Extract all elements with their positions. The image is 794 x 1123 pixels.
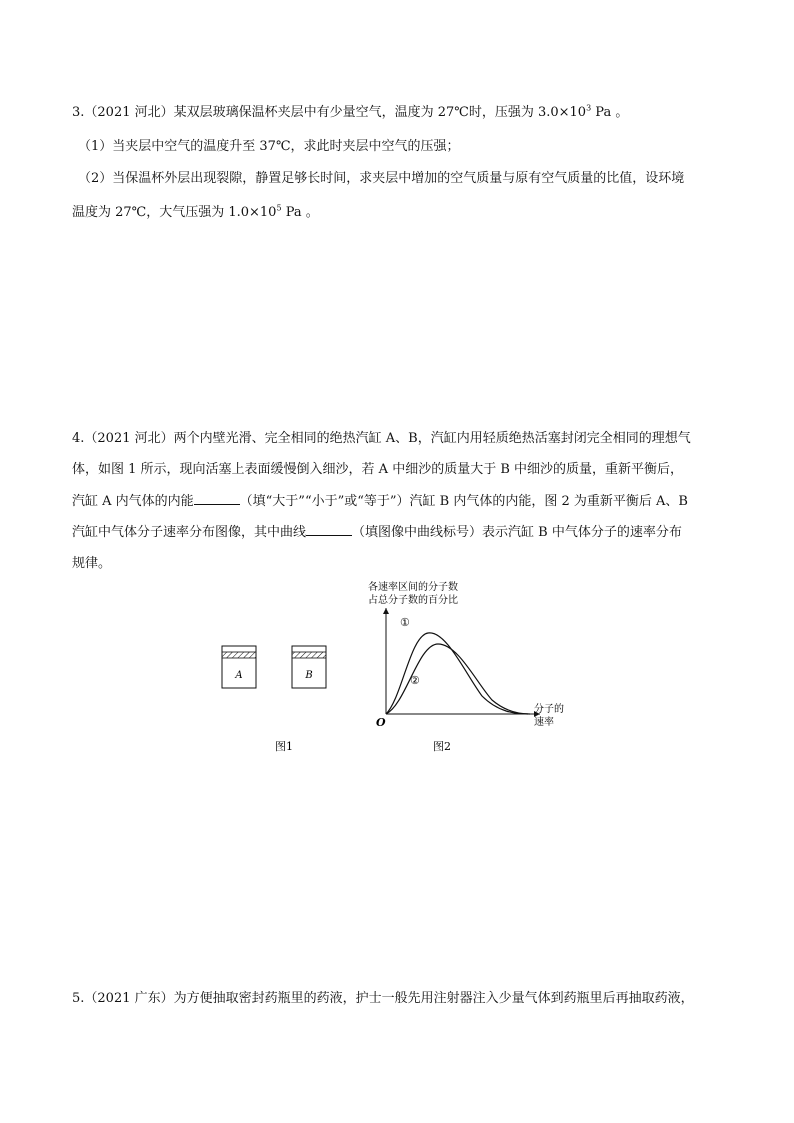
origin-label: O <box>376 716 386 729</box>
q4-figure <box>210 578 590 758</box>
fig2-caption: 图2 <box>433 740 451 753</box>
q3-sub1: （1）当夹层中空气的温度升至 37℃，求此时夹层中空气的压强； <box>78 139 460 154</box>
q3-sub2-line2 <box>72 201 319 220</box>
q3-sub2-unit: Pa 。 <box>281 205 319 220</box>
q3-sub2-text: 温度为 27℃，大气压强为 1.0×10 <box>72 205 277 220</box>
q4-line5: 规律。 <box>72 556 112 571</box>
q3-exponent: 3 <box>586 103 592 113</box>
q4-line2: 体，如图 1 所示，现向活塞上表面缓慢倒入细沙，若 A 中细沙的质量大于 B 中细沙的质量，重新平衡后， <box>72 462 684 477</box>
q4-line3-end: （填“大于”“小于”或“等于”）汽缸 B 内气体的内能，图 2 为重新平衡后 A、B <box>239 494 688 509</box>
cylinder-b-label: B <box>305 670 313 681</box>
distribution-chart <box>368 580 564 729</box>
q3-sub2-exponent: 5 <box>276 203 282 213</box>
q3-stem-text: 3.（2021 河北）某双层玻璃保温杯夹层中有少量空气，温度为 27℃时，压强为 3.0×10 <box>72 105 587 120</box>
q4-line3-start: 汽缸 A 内气体的内能 <box>72 494 194 509</box>
cylinder-b <box>292 646 326 688</box>
y-axis-label-1: 各速率区间的分子数 <box>368 582 458 593</box>
curve-2 <box>386 644 530 714</box>
q3-sub2-line1: （2）当保温杯外层出现裂隙，静置足够长时间，求夹层中增加的空气质量与原有空气质量的比值，设环境 <box>78 171 685 186</box>
x-axis-label-2: 速率 <box>534 717 554 728</box>
x-axis-label-1: 分子的 <box>534 704 564 715</box>
y-axis-label-2: 占总分子数的百分比 <box>368 595 458 606</box>
curve-2-label: ② <box>410 674 420 687</box>
curve-1 <box>386 633 528 714</box>
answer-blank-1[interactable] <box>194 492 240 505</box>
q3-stem <box>72 101 628 120</box>
q3-unit: Pa 。 <box>591 105 629 120</box>
q4-line1: 4.（2021 河北）两个内壁光滑、完全相同的绝热汽缸 A、B，汽缸内用轻质绝热活塞封闭完全相同的理想气 <box>72 431 691 446</box>
q4-line4-start: 汽缸中气体分子速率分布图像，其中曲线 <box>72 525 307 540</box>
cylinder-a <box>222 646 256 688</box>
curve-1-label: ① <box>400 616 410 629</box>
piston-a <box>222 652 256 658</box>
q5-line1: 5.（2021 广东）为方便抽取密封药瓶里的药液，护士一般先用注射器注入少量气体到药瓶里后再抽取药液， <box>72 991 694 1006</box>
q4-line4 <box>72 521 682 540</box>
q4-line4-end: （填图像中曲线标号）表示汽缸 B 中气体分子的速率分布 <box>352 525 682 540</box>
piston-b <box>292 652 326 658</box>
q4-line3 <box>72 490 688 509</box>
answer-blank-2[interactable] <box>306 523 352 536</box>
cylinder-a-label: A <box>235 670 243 681</box>
fig1-caption: 图1 <box>275 740 293 753</box>
